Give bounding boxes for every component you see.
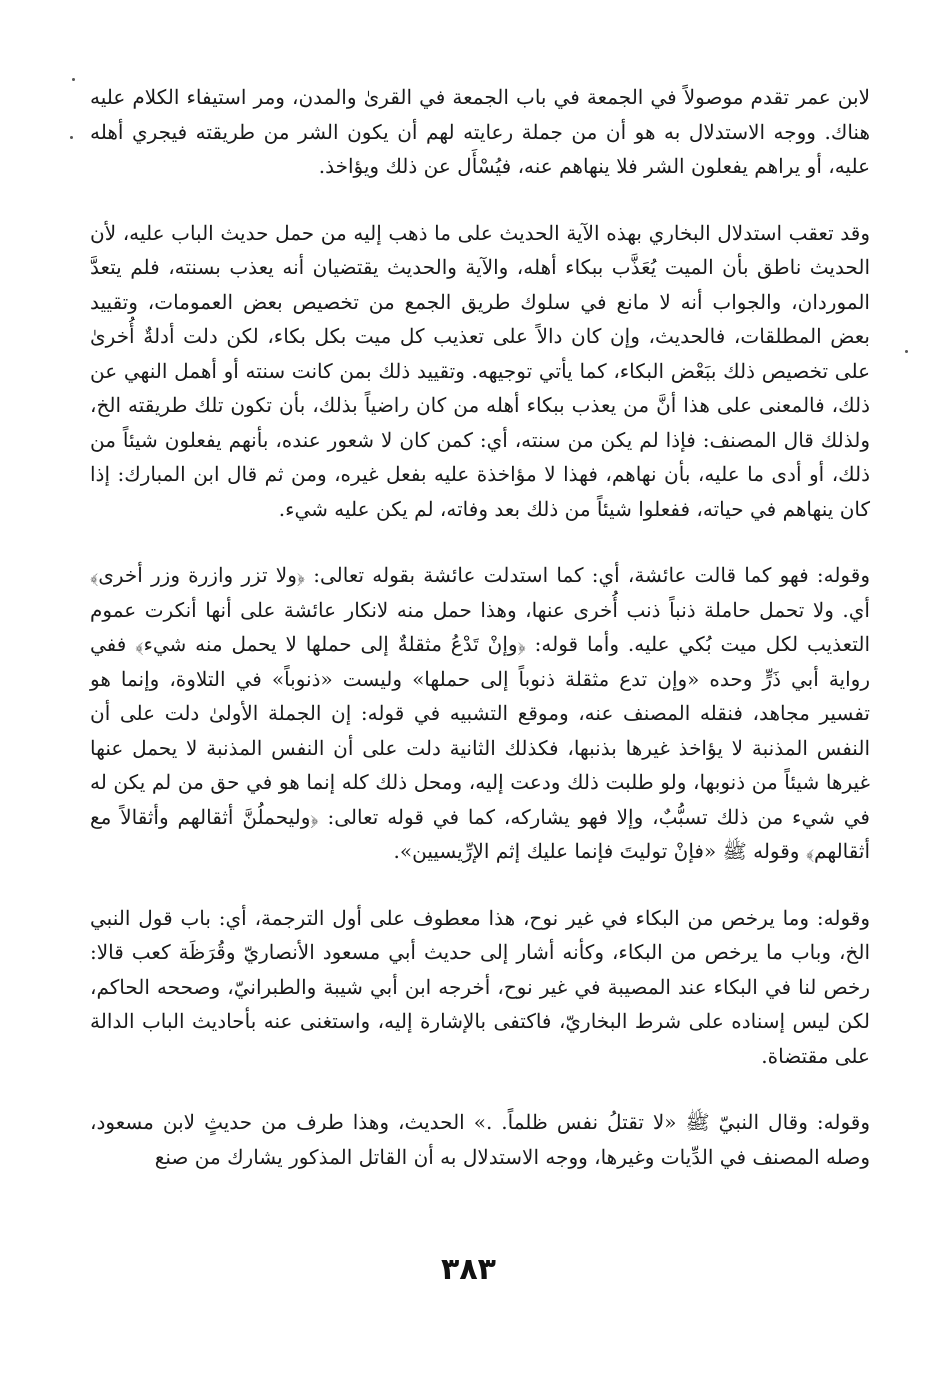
scan-speck-3 [905,350,908,353]
paragraph-2: وقد تعقب استدلال البخاري بهذه الآية الحديث على ما ذهب إليه من حمل حديث الباب عليه، لأن الحديث ناطق بأن الميت يُعَذَّب ببكاء أهله، والآية والحديث يقتضيان أنه يعذب بسنته، فلم يتعدَّ الموردان، والجواب أنه لا مانع في سلوك طريق الجمع من تخصيص بعض العمومات، وتقييد بعض المطلقات، فالحديث، وإن كان دالاً على تعذيب كل ميت بكل بكاء، لكن دلت أدلةٌ أُخرىٰ على تخصيص ذلك ببَعْض البكاء، كما يأتي توجيهه. وتقييد ذلك بمن كانت سنته أو أهمل النهي عن ذلك، فالمعنى على هذا أنَّ من يعذب ببكاء أهله من كان راضياً بذلك، بأن تكون تلك طريقته الخ، ولذلك قال المصنف: فإذا لم يكن من سنته، أي: كمن كان لا شعور عنده، بأنهم يفعلون شيئاً من ذلك، أو أدى ما عليه، بأن نهاهم، فهذا لا مؤاخذة عليه بفعل غيره، ومن ثم قال ابن المبارك: إذا كان ينهاهم في حياته، ففعلوا شيئاً من ذلك بعد وفاته، لم يكن عليه شيء. [90,220,870,521]
page-body [90,80,870,1174]
paragraph-5: وقوله: وقال النبيّ ﷺ «لا تقتلُ نفس ظلماً. .» الحديث، وهذا طرف من حديثٍ لابن مسعود، وصله المصنف في الدِّيات وغيرها، ووجه الاستدلال به أن القاتل المذكور يشارك من صنع [90,1110,870,1169]
paragraph-3: وقوله: فهو كما قالت عائشة، أي: كما استدلت عائشة بقوله تعالى: ﴿ولا تزر وازرة وزر أخرى﴾ أي. ولا تحمل حاملة ذنباً ذنب أُخرى عنها، وهذا حمل منه لانكار عائشة على أنها أنكرت عموم التعذيب لكل ميت بُكي عليه. وأما قوله: ﴿وإنْ تَدْعُ مثقلةٌ إلى حملها لا يحمل منه شيء﴾ ففي رواية أبي ذَرٍّ وحده «وإن تدع مثقلة ذنوباً إلى حملها» وليست «ذنوباً» في التلاوة، وإنما هو تفسير مجاهد، فنقله المصنف عنه، وموقع التشبيه في قوله: إن الجملة الأولىٰ دلت على أن النفس المذنبة لا يؤاخذ غيرها بذنبها، فكذلك الثانية دلت على أن النفس المذنبة لا يحمل عنها غيرها شيئاً من ذنوبها، ولو طلبت ذلك ودعت إليه، ومحل ذلك كله إنما هو في حق من لم يكن له في شيء من ذلك تسبُّبٌ، وإلا فهو يشاركه، كما في قوله تعالى: ﴿وليحملُنَّ أثقالهم وأثقالاً مع أثقالهم﴾ وقوله ﷺ «فإنْ توليتَ فإنما عليك إثم الإرِّيسيين». [90,563,870,863]
scan-speck-1 [72,78,75,81]
scan-speck-2 [70,136,73,139]
paragraph-4: وقوله: وما يرخص من البكاء في غير نوح، هذا معطوف على أول الترجمة، أي: باب قول النبي الخ، وباب ما يرخص من البكاء، وكأنه أشار إلى حديث أبي مسعود الأنصاريّ وقُرَظَة كعب قالا: رخص لنا في البكاء عند المصيبة في غير نوح، أخرجه ابن أبي شيبة والطبرانيّ، وصححه الحاكم، لكن ليس إسناده على شرط البخاريّ، فاكتفى بالإشارة إليه، واستغنى عنه بأحاديث الباب الدالة على مقتضاة. [90,905,870,1068]
page-number: ٣٨٣ [441,1252,496,1287]
paragraph-1: لابن عمر تقدم موصولاً في الجمعة في باب الجمعة في القرىٰ والمدن، ومر استيفاء الكلام عليه هناك. ووجه الاستدلال به هو أن من جملة رعايته لهم أن يكون الشر من طريقته فيجري أهله عليه، أو يراهم يفعلون الشر فلا ينهاهم عنه، فيُسْأَل عن ذلك ويؤاخذ. [90,85,870,178]
